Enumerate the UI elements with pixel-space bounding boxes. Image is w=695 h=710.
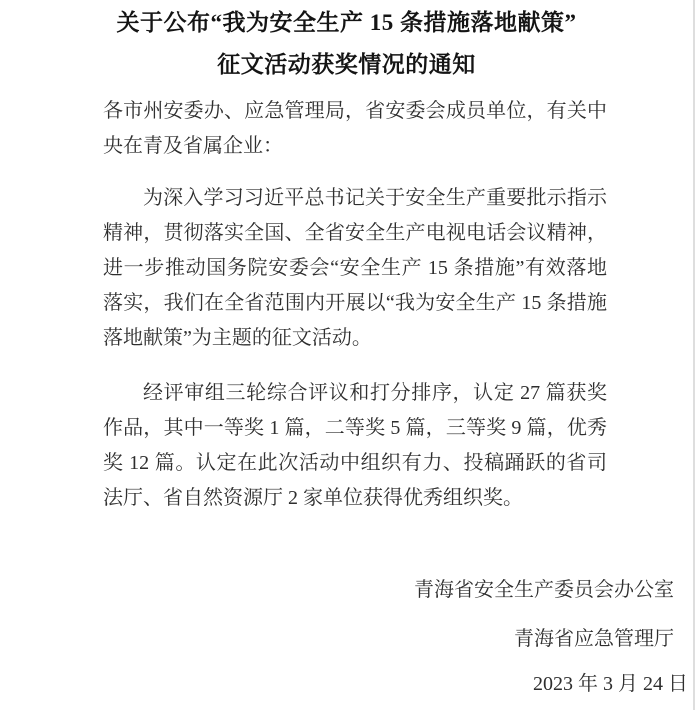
- salutation-text: 各市州安委办、应急管理局，省安委会成员单位，有关中央在青及省属企业：: [103, 100, 607, 157]
- signature-org-emergency-management-dept: 青海省应急管理厅: [514, 628, 674, 650]
- signature-block: [0, 573, 693, 702]
- document-body: [103, 94, 607, 516]
- document-title-line-2: 征文活动获奖情况的通知: [217, 52, 476, 77]
- document-title: [0, 2, 693, 86]
- signature-org-safety-committee-office: 青海省安全生产委员会办公室: [414, 579, 674, 601]
- signature-date: 2023 年 3 月 24 日: [533, 673, 688, 695]
- paragraph-award-results: 经评审组三轮综合评议和打分排序，认定 27 篇获奖作品，其中一等奖 1 篇，二等奖 5 篇，三等奖 9 篇，优秀奖 12 篇。认定在此次活动中组织有力、投稿踊跃的省司法厅、省自然资源厅 2 家单位获得优秀组织奖。: [103, 382, 607, 509]
- document-title-line-1: 关于公布“我为安全生产 15 条措施落地献策”: [116, 10, 577, 35]
- paragraph-activity-background: 为深入学习习近平总书记关于安全生产重要批示指示精神，贯彻落实全国、全省安全生产电视电话会议精神，进一步推动国务院安委会“安全生产 15 条措施”有效落地落实，我们在全省范围内开展以“我为安全生产 15 条措施落地献策”为主题的征文活动。: [103, 187, 607, 349]
